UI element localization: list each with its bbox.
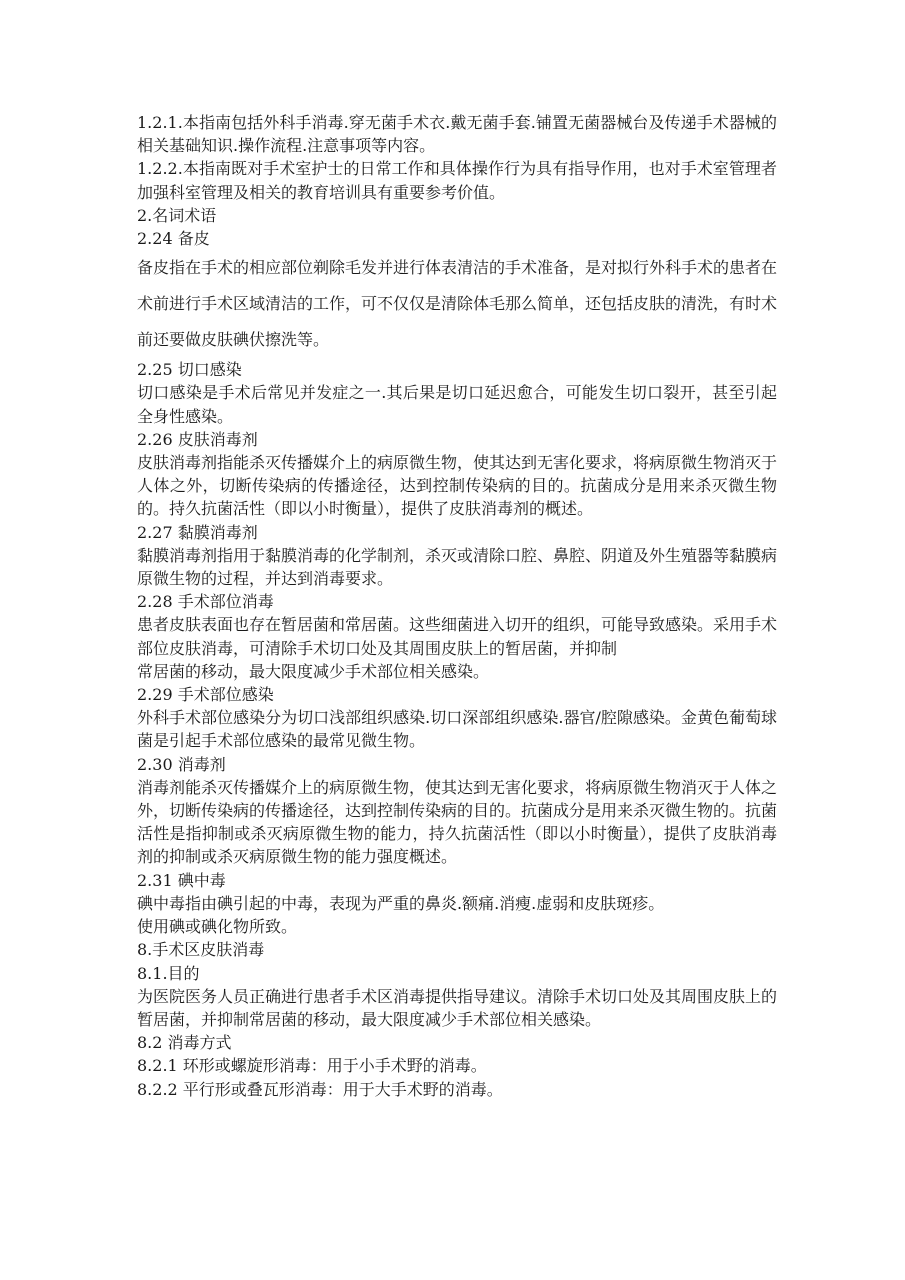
term-body-skin-disinfectant: 皮肤消毒剂指能杀灭传播媒介上的病原微生物，使其达到无害化要求，将病原微生物消灭于人体之外，切断传染病的传播途径，达到控制传染病的目的。抗菌成分是用来杀灭微生物的。持久抗菌活性（即以小时衡量），提供了皮肤消毒剂的概述。 bbox=[137, 453, 778, 519]
paragraph-1-2-2: 1.2.2.本指南既对手术室护士的日常工作和具体操作行为具有指导作用，也对手术室管理者加强科室管理及相关的教育培训具有重要参考价值。 bbox=[137, 159, 777, 202]
subsection-heading-methods: 8.2 消毒方式 bbox=[137, 1033, 232, 1053]
method-item-parallel: 8.2.2 平行形或叠瓦形消毒：用于大手术野的消毒。 bbox=[137, 1079, 503, 1099]
term-body-iodine-poisoning: 碘中毒指由碘引起的中毒，表现为严重的鼻炎.额痛.消瘦.虚弱和皮肤斑疹。 bbox=[137, 893, 665, 913]
term-body-iodine-poisoning-cont: 使用碘或碘化物所致。 bbox=[137, 917, 298, 937]
term-body-surgical-site-disinfection: 患者皮肤表面也存在暂居菌和常居菌。这些细菌进入切开的组织，可能导致感染。采用手术部位皮肤消毒，可清除手术切口处及其周围皮肤上的暂居菌，并抑制 bbox=[137, 615, 778, 658]
term-body-mucosa-disinfectant: 黏膜消毒剂指用于黏膜消毒的化学制剂，杀灭或清除口腔、鼻腔、阴道及外生殖器等黏膜病原微生物的过程，并达到消毒要求。 bbox=[137, 545, 778, 589]
term-heading-skin-disinfectant: 2.26 皮肤消毒剂 bbox=[137, 429, 258, 449]
term-heading-surgical-site-disinfection: 2.28 手术部位消毒 bbox=[137, 592, 274, 612]
term-body-disinfectant: 消毒剂能杀灭传播媒介上的病原微生物，使其达到无害化要求，将病原微生物消灭于人体之外，切断传染病的传播途径，达到控制传染病的目的。抗菌成分是用来杀灭微生物的。抗菌活性是指抑制或杀灭病原微生物的能力，持久抗菌活性（即以小时衡量），提供了皮肤消毒剂的抑制或杀灭病原微生物的能力强度概述。 bbox=[137, 777, 778, 867]
term-body-incision-infection: 切口感染是手术后常见并发症之一.其后果是切口延迟愈合，可能发生切口裂开，甚至引起全身性感染。 bbox=[137, 383, 777, 426]
term-heading-incision-infection: 2.25 切口感染 bbox=[137, 360, 242, 380]
term-heading-disinfectant: 2.30 消毒剂 bbox=[137, 754, 226, 774]
subsection-heading-purpose: 8.1.目的 bbox=[137, 963, 200, 983]
paragraph-1-2-1: 1.2.1.本指南包括外科手消毒.穿无菌手术衣.戴无菌手套.铺置无菌器械台及传递手术器械的相关基础知识.操作流程.注意事项等内容。 bbox=[137, 113, 777, 156]
section-heading-terms: 2.名词术语 bbox=[137, 205, 217, 225]
purpose-body: 为医院医务人员正确进行患者手术区消毒提供指导建议。清除手术切口处及其周围皮肤上的暂居菌，并抑制常居菌的移动，最大限度减少手术部位相关感染。 bbox=[137, 986, 778, 1029]
term-body-skin-prep: 备皮指在手术的相应部位剃除毛发并进行体表清洁的手术准备，是对拟行外科手术的患者在术前进行手术区域清洁的工作，可不仅仅是清除体毛那么简单，还包括皮肤的清洗，有时术前还要做皮肤碘伏擦洗等。 bbox=[137, 258, 778, 350]
term-heading-skin-prep: 2.24 备皮 bbox=[137, 229, 210, 249]
term-heading-surgical-site-infection: 2.29 手术部位感染 bbox=[137, 685, 274, 705]
term-heading-iodine-poisoning: 2.31 碘中毒 bbox=[137, 870, 226, 890]
method-item-ring: 8.2.1 环形或螺旋形消毒：用于小手术野的消毒。 bbox=[137, 1056, 487, 1076]
term-body-surgical-site-infection: 外科手术部位感染分为切口浅部组织感染.切口深部组织感染.器官/腔隙感染。金黄色葡萄球菌是引起手术部位感染的最常见微生物。 bbox=[137, 708, 777, 751]
term-heading-mucosa-disinfectant: 2.27 黏膜消毒剂 bbox=[137, 522, 258, 542]
term-body-surgical-site-disinfection-cont: 常居菌的移动，最大限度减少手术部位相关感染。 bbox=[137, 661, 490, 681]
section-heading-skin-disinfection: 8.手术区皮肤消毒 bbox=[137, 940, 265, 960]
document-body bbox=[137, 111, 777, 1101]
